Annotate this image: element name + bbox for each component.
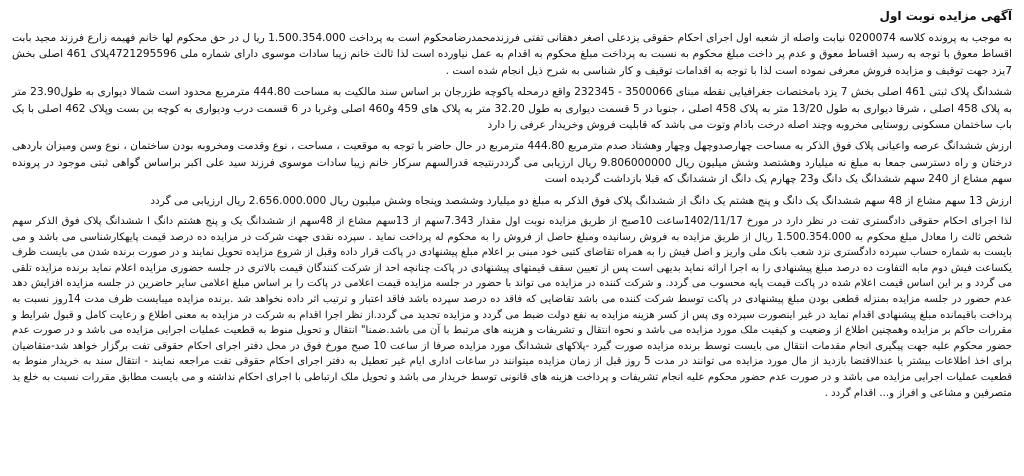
paragraph-auction-terms: لذا اجرای احکام حقوقی دادگستری تفت در نظر دارد در مورخ 1402/11/17ساعت 10صبح از طریق مزایده نوبت اول مقدار 7.343سهم از 13سهم مشاع از 48سهم از ششدانگ یک و پنج هشتم دانگ ا ششدانگ پلاک فوق الذکر سهم شخص ثالث را معادل مبلغ محکوم به 1.500.354.000 ریال از طریق مزایده به فروش رسانیده ومبلغ حاصل از فروش را به محکوم له پرداخت نماید . سپرده نقدی جهت شرکت در مزایده ده درصد قیمت پایهکارشناسی می باشد و می بایست به شماره حساب سپرده دادگستری نزد شعب بانک ملی واریز و اصل فیش را به همراه تقاضای کتبی خود مبنی بر اعلام مبلغ پیشنهادی در پاکت قرار داده وقبل از شروع مزایده تحویل نمایند و در صورت برنده شدن می بایست ظرف یکساعت فیش دوم مابه التفاوت ده درصد مبلغ پیشنهادی را به اجرا ارائه نماید بدیهی است پس از تعیین سقف قیمتهای پیشنهادی در پاکت چنانچه احد از شرکت کنندگان قیمت بالاتری در جلسه حضوری مزایده اعلام نماید برنده مزایده تلقی می گردد و بر این اساس قیمت اعلام شده در پاکت قیمت پایه محسوب می گردد. و شرکت کننده در مزایده می تواند با حضور در جلسه مزایده قیمت اعلامی در پاکت را بر اساس مبلغ اعلامی سایر حاضرین در جلسه مزایده افزایش دهد عدم حضور در جلسه مزایده بمنزله قطعی بودن مبلغ پیشنهادی در پاکت توسط شرکت کننده می باشد تقاضایی که فاقد ده درصد سپرده باشد فاقد اعتبار و ترتیب اثر داده نخواهد شد .برنده مزایده میبایست ظرف مدت 14روز نسبت به پرداخت باقیمانده مبلغ پیشنهادی اقدام نماید در غیر اینصورت سپرده وی پس از کسر هزینه مزایده به نفع دولت ضبط می گردد و مزایده تجدید می گردد.از نظر اجرا اقدام به شرکت در مزایده به معنی اطلاع و رعایت کامل و قبول شرایط و مقررات حاکم بر مزایده وهمچنین اطلاع از وضعیت و کیفیت ملک مورد مزایده می باشد و نحوه انتقال و تشریفات و هزینه های مرتبط با آن می باشد.ضمنا" انتقال و تحویل منوط به قطعیت عملیات اجرایی مزایده می باشد و در صورت عدم حضور محکوم علیه جهت پیگیری انجام مقدمات انتقال می بایست توسط برنده مزایده صورت گیرد -پلاکهای ششدانگ مورد مزایده صرفا از ساعت 10 صبح مورخ فوق در محل دفتر اجرای احکام حقوقی تفت برگزار خواهد شد-متقاضیان برای اخذ اطلاعات بیشتر یا عندالاقتضا بازدید از مال مورد مزایده می توانند در مدت 5 روز قبل از زمان مزایده میتوانند در ساعات اداری ایام غیر تعطیل به دفتر اجرای احکام حقوقی تفت مراجعه نمایند - انتقال سند به خریدار منوط به قطعیت عملیات اجرایی مزایده می باشد و در صورت عدم حضور محکوم علیه انجام تشریفات و پرداخت هزینه های قانونی توسط خریدار می باشد و تحویل ملک ارتباطی با اجرای احکام نداشته و می بایست مطابق مقررات نسبت به خلع ید متصرفین و مشاعی و افراز و... اقدام گردد . (12, 216, 1012, 399)
paragraph-valuation: ارزش ششدانگ عرصه واعیانی پلاک فوق الذکر به مساحت چهارصدوچهل وچهار وهشتاد صدم مترمربع 444.80 مترمربع در حال حاضر با توجه به موقعیت ، مساحت ، نوع وقدمت ومخروبه بودن ساختمان ، نوع وسن ومیزان باردهی درختان و راه دسترسی جمعا به مبلغ نه میلیارد وهشتصد وشش میلیون ریال 9.806000000 ریال ارزیابی می گرددرنتیجه قدرالسهم سرکار خانم زیبا سادات موسوی فرزند سید علی اکبر براساس گواهی ثبتی موجود در پرونده سهم مشاع از 240 سهم ششدانگ یک دانگ و23 چهارم یک دانگ از ششدانگ که قبلا بازداشت گردیده است (12, 140, 1012, 186)
paragraph-case-background: به موجب به پرونده کلاسه 0200074 نیابت واصله از شعبه اول اجرای احکام حقوقی یزدعلی اصغر دهقانی تفتی فرزندمحمدرضامحکوم است به پرداخت 1.500.354.000 ریا ل در حق محکوم لها خانم فهیمه زارع فرزند مجید بابت اقساط معوق با توجه به رسید اقساط معوق و عدم پر داخت مبلغ محکوم به نسبت به پرداخت مبلغ محکوم به اقدام به عمل نیاورده است لذا ثالث خانم زیبا سادات موسوی دارای شماره ملی 4721295596پلاک 461 اصلی بخش 7یزد جهت توقیف و مزایده فروش معرفی نموده است لذا با توجه به اقدامات توقیف و کار شناسی به شرح ذیل انجام شده است . (12, 32, 1013, 77)
notice-title: آگهی مزایده نوبت اول (879, 9, 1012, 23)
paragraph-property-description: ششدانگ پلاک ثبتی 461 اصلی بخش 7 یزد بامختصات جغرافیایی نقطه مبنای 3500066 - 232345 واقع درمحله یاکوچه طزرجان بر اساس سند مالکیت به مساحت 444.80 مترمربع محدود است شمالا دیواری به طول23.90 متر به پلاک 458 اصلی ، شرقا دیواری به طول 13/20 متر به پلاک 458 اصلی ، جنوبا در 5 قسمت دیواری به طول 32.20 متر به پلاک های 459 و460 اصلی وغربا در 6 قسمت درب ودیواری به کوچه بن بست وپلاک 462 اصلی با یک باب ساختمان مسکونی روستایی مخروبه وچند اصله درخت بادام وتوت می باشد که قابلیت فروش وخریدار عرفی را دارد (12, 86, 1013, 132)
paragraph-share-valuation: ارزش 13 سهم مشاع از 48 سهم ششدانگ یک دانگ و پنج هشتم یک دانگ از ششدانگ پلاک فوق الذکر به مبلغ دو میلیارد وششصد وپنجاه وشش میلیون ریال 2.656.000.000 ریال ارزیابی می گردد (150, 194, 1012, 207)
